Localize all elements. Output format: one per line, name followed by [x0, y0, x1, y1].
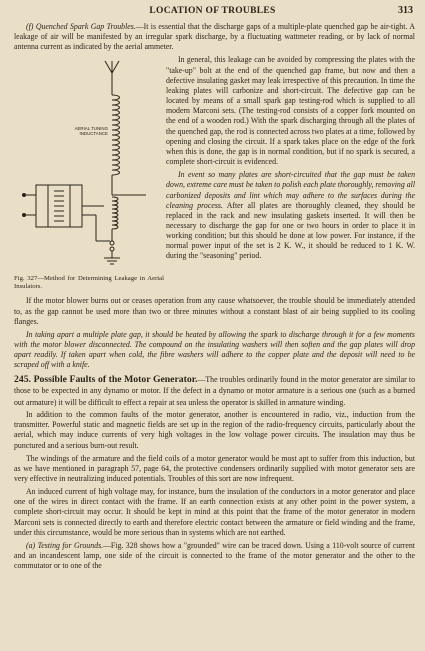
page-header	[0, 6, 425, 20]
aerial-leakage-diagram	[14, 55, 164, 275]
paragraph-leakage: In general, this leakage can be avoided by compressing the plates with the "take-up" bolt at the end of the quenched gap frame, but now and then a defective insulating gasket may leak irrespective of this precaution. In time the leaking plates will carbonize and short-circuit. The defective gap can be located by means of a small spark gap testing-rod which is supplied to all modern Marconi sets. (The testing-rod consists of a copper fork mounted on the end of a wooden rod.) With the spark discharging through all the plates of the quenched gap, the rod is connected across two plates at a time, followed by opening and closing the circuit. If a spark takes place on the edge of the fork when this is done, the gap is in normal condition, but if no spark is secured, a complete short-circuit is evidenced.	[166, 55, 415, 167]
paragraph-induced-current: An induced current of high voltage may, for instance, burn the insulation of the conductors in a motor generator and place one of the wires in direct contact with the frame. If an earth connection exists at any other point in the power system, a complete short-circuit may occur. It should be kept in mind at this point that the frame of the motor generator in modern Marconi sets is connected directly to earth and therefore electric contact between the armature or field winding and the frame, under this circumstance, would be more serious than in systems which are not earthed.	[14, 487, 415, 537]
subsection-heading: Quenched Spark Gap Troubles.	[35, 22, 136, 31]
subsection-heading: Testing for Grounds.	[37, 540, 104, 550]
paragraph-plates: In event so many plates are short-circuited that the gap must be taken down, extreme care must be taken to polish each plate thoroughly, removing all carbonized deposits and lint which may adhere to the surfaces during the cleaning process. After all plates are thoroughly cleaned, they should be replaced in the rack and new insulating gaskets inserted. It will then be necessary to discharge the gap for one or two hours in order to place it in working condition; but this should be done at low power. For instance, if the normal power input of the set is 2 K. W., it should be reduced to 1 K. W. during the "seasoning" period.	[166, 170, 416, 261]
paragraph-quenched-gap: (f) Quenched Spark Gap Troubles.—It is essential that the discharge gaps of a multiple-plate quenched gap be air-tight. A leakage of air will be manifested by an irregular spark discharge, by a fluctuating wattmeter reading, or by lack of normal antenna current as indicated by the aerial ammeter.	[14, 22, 415, 52]
paragraph-windings: The windings of the armature and the field coils of a motor generator would be most apt to suffer from this induction, but as we have mentioned in paragraph 57, page 64, the protective condensers ordinarily supplied with motor generator sets are very effective in neutralizing induced potentials. Troubles of this sort are now infrequent.	[14, 453, 415, 483]
body-text	[14, 22, 415, 574]
section-heading: 245. Possible Faults of the Motor Generator.—The troubles ordinarily found in the motor generator are similar to those to be expected in any dynamo or motor. If the defect in a dynamo or motor armature is a serious one (such as a burned out armature) it will be difficult to effect a repair at sea unless the operator is skilled in armature winding.	[14, 373, 415, 407]
paragraph-taking-apart: In taking apart a multiple plate gap, it should be heated by allowing the spark to discharge through it for a few moments with the motor blower disconnected. The compound on the insulating washers will then soften and the gap plates will drop apart readily. If taken apart when cold, the fibre washers will adhere to the copper plate and the deposit will need to be scraped off with a knife.	[14, 329, 415, 370]
paragraph-testing-grounds: (a) Testing for Grounds.—Fig. 328 shows how a "grounded" wire can be traced down. Using a 110-volt source of current and an incandescent lamp, one side of the circuit is connected to the frame of the motor generator and the other to the commutator or to one of the	[14, 540, 415, 571]
subsection-label: (a)	[26, 540, 36, 550]
subsection-label: (f)	[26, 22, 34, 31]
figure-label-aerial-tuning-inductance: AERIAL TUNING INDUCTANCE	[74, 126, 108, 137]
paragraph-motor-blower: If the motor blower burns out or ceases operation from any cause whatsoever, the trouble should be immediately attended to, as the gap cannot be used more than two or three minutes without a constant blast of air being supplied to its cooling flanges.	[14, 296, 415, 326]
running-head: LOCATION OF TROUBLES	[149, 6, 276, 16]
paragraph-induction: In addition to the common faults of the motor generator, another is encountered in radio, viz., induction from the transmitter. Powerful static and magnetic fields are set up in the region of the radio-frequency circuits, particularly about the aerial, which may induce currents of very high voltages in the low voltage power circuits. The insulation may thus be punctured and a serious burn-out result.	[14, 410, 415, 450]
figure-caption: Fig. 327—Method for Determining Leakage in Aerial Insulators.	[14, 275, 164, 291]
figure-327	[14, 55, 164, 295]
page-number: 313	[398, 5, 413, 16]
